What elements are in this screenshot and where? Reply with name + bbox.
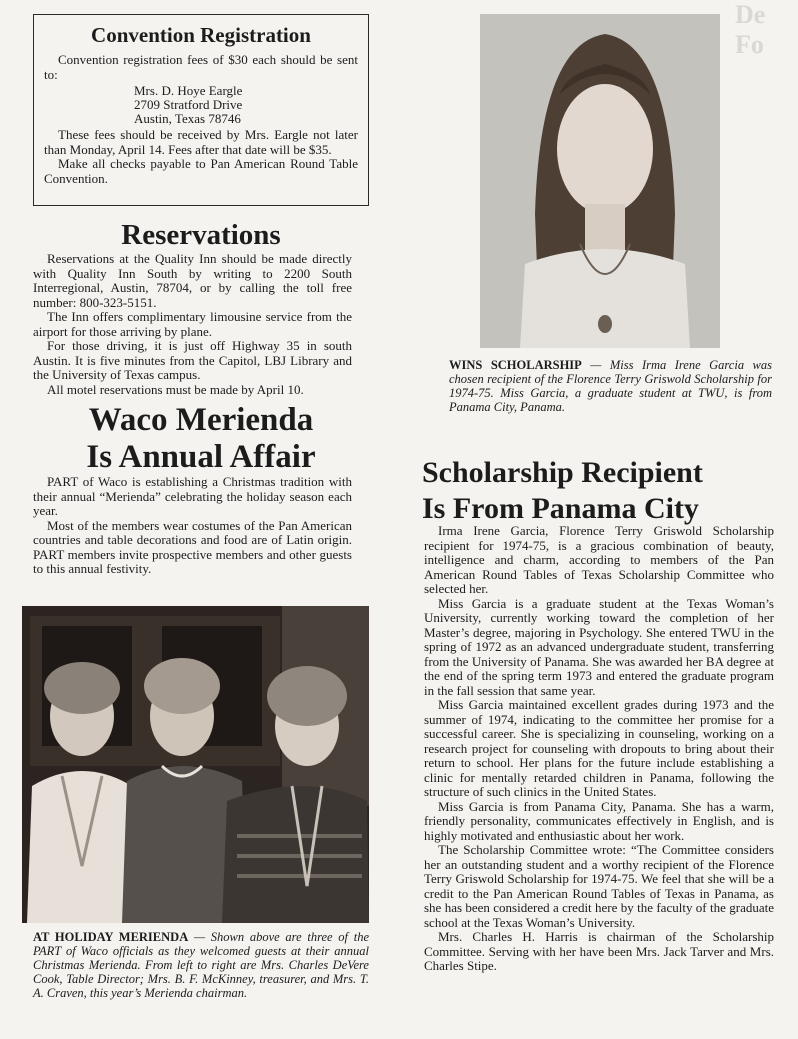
reservations-paragraph: All motel reservations must be made by April 10. [47, 381, 304, 397]
address-line: Austin, Texas 78746 [134, 111, 241, 126]
registration-deadline: These fees should be received by Mrs. Eargle not later than Monday, April 14. Fees after that date will be $35. [44, 127, 358, 157]
scholarship-headline [422, 455, 782, 527]
garcia-portrait-illustration [480, 14, 720, 348]
registration-body [44, 53, 358, 186]
scholarship-paragraph: Miss Garcia maintained excellent grades during 1973 and the summer of 1974, indicating to the committee her promise for a successful career. She is specializing in counseling, working on a research project for counseling with dropouts to bring about their return to school. Her plans for the future include establishing a clinic for mentally retarded children in Panama, following the structure of such clinics in the United States. [424, 697, 774, 799]
portrait-caption-lead: WINS SCHOLARSHIP [449, 358, 582, 372]
scholarship-paragraph: The Scholarship Committee wrote: “The Committee considers her an outstanding student and a worthy recipient of the Florence Terry Griswold Scholarship for 1974-75. We feel that she will be a credit to the Pan American Round Tables of Texas in Panama, as she has been considered a credit here by the faculty of the graduate school at the Texas Woman’s University. [424, 842, 774, 930]
waco-title-line1: Waco Merienda [88, 402, 314, 438]
scholarship-title-line2: Is From Panama City [422, 492, 699, 525]
bleed-through-text: De Fo [735, 0, 766, 59]
reservations-paragraph: The Inn offers complimentary limousine service from the airport for those arriving by plane. [33, 309, 352, 339]
portrait-caption [449, 358, 772, 414]
registration-checks: Make all checks payable to Pan American Round Table Convention. [44, 156, 358, 186]
scholarship-paragraph: Irma Irene Garcia, Florence Terry Griswold Scholarship recipient for 1974-75, is a gracious combination of beauty, intelligence and charm, according to members of the Pan American Round Tables of Texas Scholarship Committee who selected her. [424, 523, 774, 596]
registration-address [134, 84, 358, 126]
scholarship-paragraph: Mrs. Charles H. Harris is chairman of the Scholarship Committee. Serving with her have been Mrs. Jack Tarver and Mrs. Charles Stipe. [424, 929, 774, 973]
scholarship-paragraph: Miss Garcia is a graduate student at the Texas Woman’s University, currently working toward the completion of her Master’s degree, majoring in Psychology. She entered TWU in the spring of 1972 as an advanced undergraduate student, transferring from the University of Panama. She was awarded her BA degree at the end of the spring term 1973 and entered the graduate program in the fall session that same year. [424, 595, 774, 698]
scholarship-paragraph: Miss Garcia is from Panama City, Panama. She has a warm, friendly personality, communicates effectively in English, and is highly motivated and enthusiastic about her work. [424, 798, 774, 843]
reservations-body [33, 252, 352, 397]
scholarship-body [424, 524, 774, 974]
merienda-caption-text: — Shown above are three of the PART of Waco officials as they welcomed guests at their annual Christmas Merienda. From left to right are Mrs. Charles DeVere Cook, Table Director; Mrs. B. F. McKinney, treasurer, and Mrs. T. A. Craven, this year’s Merienda chairman. [33, 930, 370, 1000]
merienda-photo-illustration [22, 606, 369, 923]
registration-title: Convention Registration [91, 23, 311, 47]
reservations-paragraph: For those driving, it is just off Highway 35 in south Austin. It is five minutes from the Capitol, LBJ Library and the University of Texas campus. [33, 338, 352, 382]
waco-title-line2: Is Annual Affair [86, 439, 316, 475]
reservations-paragraph: Reservations at the Quality Inn should be made directly with Quality Inn South by writing to 2200 South Interregional, Austin, 78704, or by calling the toll free number: 800-323-5151. [33, 251, 352, 310]
address-line: 2709 Stratford Drive [134, 97, 243, 112]
waco-headline [33, 402, 369, 476]
merienda-photo [22, 606, 369, 923]
waco-paragraph: PART of Waco is establishing a Christmas tradition with their annual “Merienda” celebrating the holiday season each year. [33, 474, 352, 518]
merienda-caption [33, 930, 369, 1000]
portrait-caption-text: — Miss Irma Irene Garcia was chosen recipient of the Florence Terry Griswold Scholarship for 1974-75. Miss Garcia, a graduate student at TWU, is from Panama City, Panama. [449, 358, 772, 414]
merienda-caption-lead: AT HOLIDAY MERIENDA [33, 930, 189, 944]
waco-paragraph: Most of the members wear costumes of the Pan American countries and table decorations and food are of Latin origin. PART members invite prospective members and other guests to this annual festivity. [33, 517, 352, 576]
scholarship-title-line1: Scholarship Recipient [422, 456, 703, 489]
waco-body [33, 475, 352, 577]
registration-box [33, 14, 369, 206]
address-line: Mrs. D. Hoye Eargle [134, 83, 243, 98]
reservations-title: Reservations [121, 219, 281, 251]
registration-intro: Convention registration fees of $30 each should be sent to: [44, 52, 358, 82]
garcia-portrait [480, 14, 720, 348]
